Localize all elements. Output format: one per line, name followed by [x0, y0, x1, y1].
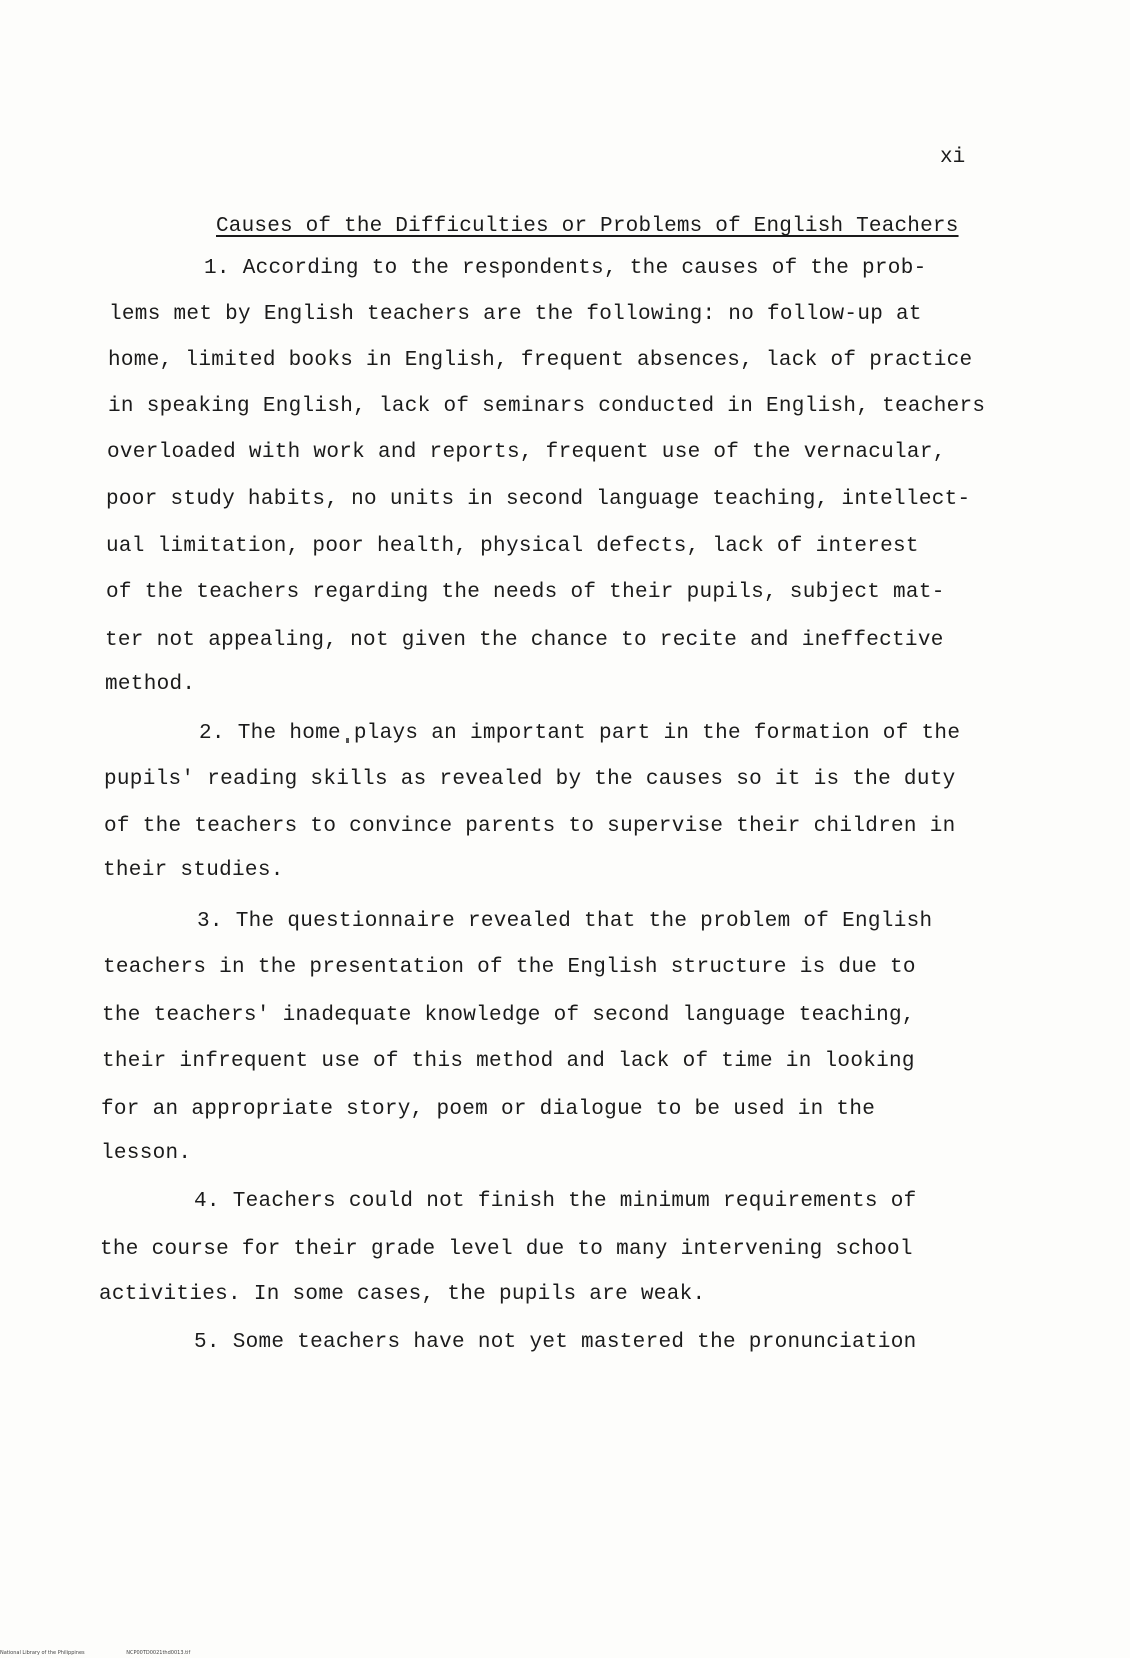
footer-file-id: NCP00TD0021thd0013.tif — [126, 1650, 191, 1656]
text-line: pupils' reading skills as revealed by the causes so it is the duty — [104, 768, 956, 791]
text-line: their studies. — [103, 859, 284, 882]
text-line: 2. The home plays an important part in the formation of the — [199, 722, 961, 745]
text-line: of the teachers regarding the needs of their pupils, subject mat- — [106, 581, 945, 604]
text-line: overloaded with work and reports, frequent use of the vernacular, — [107, 441, 946, 464]
text-line: the course for their grade level due to many intervening school — [100, 1238, 913, 1261]
text-line: lems met by English teachers are the following: no follow-up at — [109, 303, 922, 326]
text-line: the teachers' inadequate knowledge of second language teaching, — [102, 1004, 915, 1027]
text-line: 3. The questionnaire revealed that the problem of English — [197, 910, 933, 933]
text-line: for an appropriate story, poem or dialogue to be used in the — [101, 1098, 876, 1121]
text-line: their infrequent use of this method and lack of time in looking — [102, 1050, 915, 1073]
text-line: 4. Teachers could not finish the minimum requirements of — [194, 1190, 917, 1213]
text-line: method. — [105, 673, 196, 696]
text-line: teachers in the presentation of the English structure is due to — [103, 956, 916, 979]
text-line: 5. Some teachers have not yet mastered the pronunciation — [194, 1331, 917, 1354]
text-line: lesson. — [101, 1142, 192, 1165]
page-number: xi — [940, 146, 966, 169]
text-line: 1. According to the respondents, the causes of the prob- — [204, 257, 927, 280]
section-heading: Causes of the Difficulties or Problems of English Teachers — [216, 215, 959, 238]
text-line: ual limitation, poor health, physical defects, lack of interest — [106, 535, 919, 558]
footer-library: National Library of the Philippines — [0, 1650, 85, 1656]
text-line: of the teachers to convince parents to supervise their children in — [104, 815, 956, 838]
text-line: home, limited books in English, frequent absences, lack of practice — [108, 349, 973, 372]
text-line: activities. In some cases, the pupils are weak. — [99, 1283, 706, 1306]
text-line: poor study habits, no units in second language teaching, intellect- — [106, 488, 971, 511]
scan-footer — [0, 1650, 230, 1656]
text-line: ter not appealing, not given the chance to recite and ineffective — [105, 629, 944, 652]
text-line: in speaking English, lack of seminars conducted in English, teachers — [108, 395, 986, 418]
